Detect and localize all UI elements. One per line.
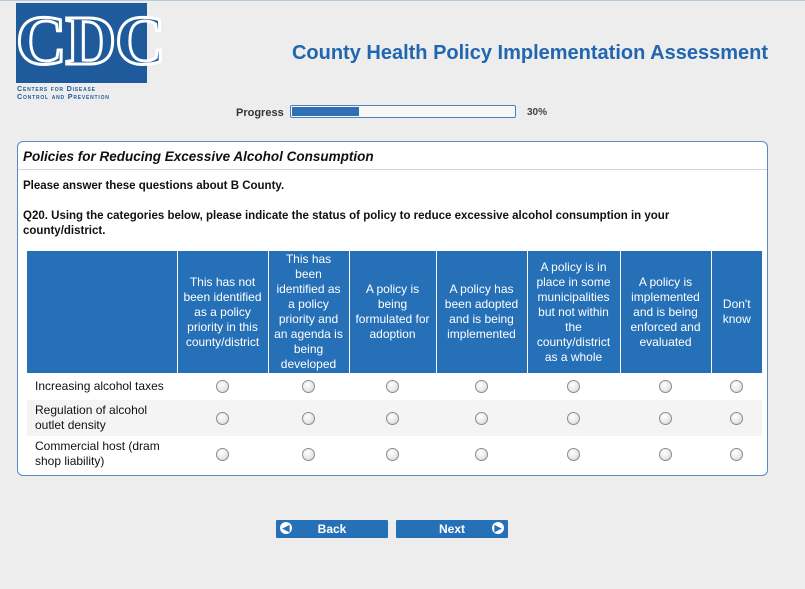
grid-cell xyxy=(349,373,436,400)
radio-button[interactable] xyxy=(475,448,488,461)
radio-button[interactable] xyxy=(730,380,743,393)
radio-button[interactable] xyxy=(216,448,229,461)
radio-button[interactable] xyxy=(216,380,229,393)
question-body: Using the categories below, please indicate the status of policy to reduce excessive alcohol consumption in your county/district. xyxy=(23,210,670,237)
grid-column-header: This has not been identified as a policy priority in this county/district xyxy=(177,251,268,373)
progress-bar xyxy=(290,105,516,118)
grid-column-header: Don't know xyxy=(711,251,762,373)
question-text xyxy=(23,209,723,239)
grid-cell xyxy=(527,373,620,400)
next-button-label: Next xyxy=(438,522,465,536)
grid-column-header: A policy is in place in some municipalities but not within the county/district as a whole xyxy=(527,251,620,373)
radio-button[interactable] xyxy=(659,448,672,461)
grid-cell xyxy=(527,436,620,472)
cdc-logo-caption-line2: Control and Prevention xyxy=(17,91,110,101)
cdc-logo-caption-line1: Centers for Disease xyxy=(17,84,96,93)
grid-cell xyxy=(177,373,268,400)
grid-row-commercial-host xyxy=(27,436,762,472)
arrow-right-icon: ▶ xyxy=(492,522,504,534)
grid-header-corner xyxy=(27,251,177,373)
radio-button[interactable] xyxy=(386,380,399,393)
grid-row-alcohol-taxes xyxy=(27,373,762,400)
question-number: Q20. xyxy=(23,210,48,222)
grid-cell xyxy=(711,373,762,400)
response-grid xyxy=(27,251,762,472)
grid-cell xyxy=(177,436,268,472)
grid-cell xyxy=(268,400,349,436)
top-border xyxy=(0,0,805,1)
grid-cell xyxy=(349,400,436,436)
cdc-logo xyxy=(16,3,165,101)
progress-label: Progress xyxy=(236,107,284,119)
radio-button[interactable] xyxy=(386,448,399,461)
radio-button[interactable] xyxy=(567,380,580,393)
grid-header-row xyxy=(27,251,762,373)
section-title: Policies for Reducing Excessive Alcohol Consumption xyxy=(23,149,374,164)
page-title: County Health Policy Implementation Assessment xyxy=(291,42,768,64)
radio-button[interactable] xyxy=(730,448,743,461)
grid-cell xyxy=(711,436,762,472)
back-button[interactable] xyxy=(276,520,388,538)
grid-row-outlet-density xyxy=(27,400,762,436)
radio-button[interactable] xyxy=(302,412,315,425)
section-intro: Please answer these questions about B County. xyxy=(23,180,285,192)
radio-button[interactable] xyxy=(659,412,672,425)
grid-column-header: A policy is being formulated for adoption xyxy=(349,251,436,373)
cdc-logo-letters: CDC xyxy=(16,3,165,80)
radio-button[interactable] xyxy=(659,380,672,393)
grid-row-label: Increasing alcohol taxes xyxy=(27,373,177,400)
back-button-label: Back xyxy=(317,522,347,536)
grid-cell xyxy=(620,373,711,400)
grid-cell xyxy=(436,373,527,400)
grid-cell xyxy=(436,400,527,436)
grid-column-header: This has been identified as a policy priority and an agenda is being developed xyxy=(268,251,349,373)
radio-button[interactable] xyxy=(475,412,488,425)
cdc-logo-mark xyxy=(16,3,165,83)
radio-button[interactable] xyxy=(386,412,399,425)
grid-cell xyxy=(177,400,268,436)
grid-cell xyxy=(527,400,620,436)
radio-button[interactable] xyxy=(730,412,743,425)
section-divider xyxy=(18,169,767,170)
grid-cell xyxy=(268,373,349,400)
radio-button[interactable] xyxy=(567,448,580,461)
arrow-left-icon: ◀ xyxy=(280,522,292,534)
grid-row-label: Commercial host (dram shop liability) xyxy=(27,436,177,472)
radio-button[interactable] xyxy=(567,412,580,425)
radio-button[interactable] xyxy=(216,412,229,425)
grid-cell xyxy=(436,436,527,472)
grid-cell xyxy=(349,436,436,472)
grid-cell xyxy=(268,436,349,472)
grid-cell xyxy=(620,400,711,436)
radio-button[interactable] xyxy=(302,380,315,393)
grid-column-header: A policy is implemented and is being enforced and evaluated xyxy=(620,251,711,373)
question-panel xyxy=(17,141,768,476)
next-button[interactable] xyxy=(396,520,508,538)
grid-row-label: Regulation of alcohol outlet density xyxy=(27,400,177,436)
progress-percent: 30% xyxy=(527,107,548,118)
grid-cell xyxy=(711,400,762,436)
grid-cell xyxy=(620,436,711,472)
radio-button[interactable] xyxy=(302,448,315,461)
progress-bar-fill xyxy=(292,107,359,116)
grid-column-header: A policy has been adopted and is being implemented xyxy=(436,251,527,373)
cdc-logo-caption xyxy=(17,85,149,101)
radio-button[interactable] xyxy=(475,380,488,393)
